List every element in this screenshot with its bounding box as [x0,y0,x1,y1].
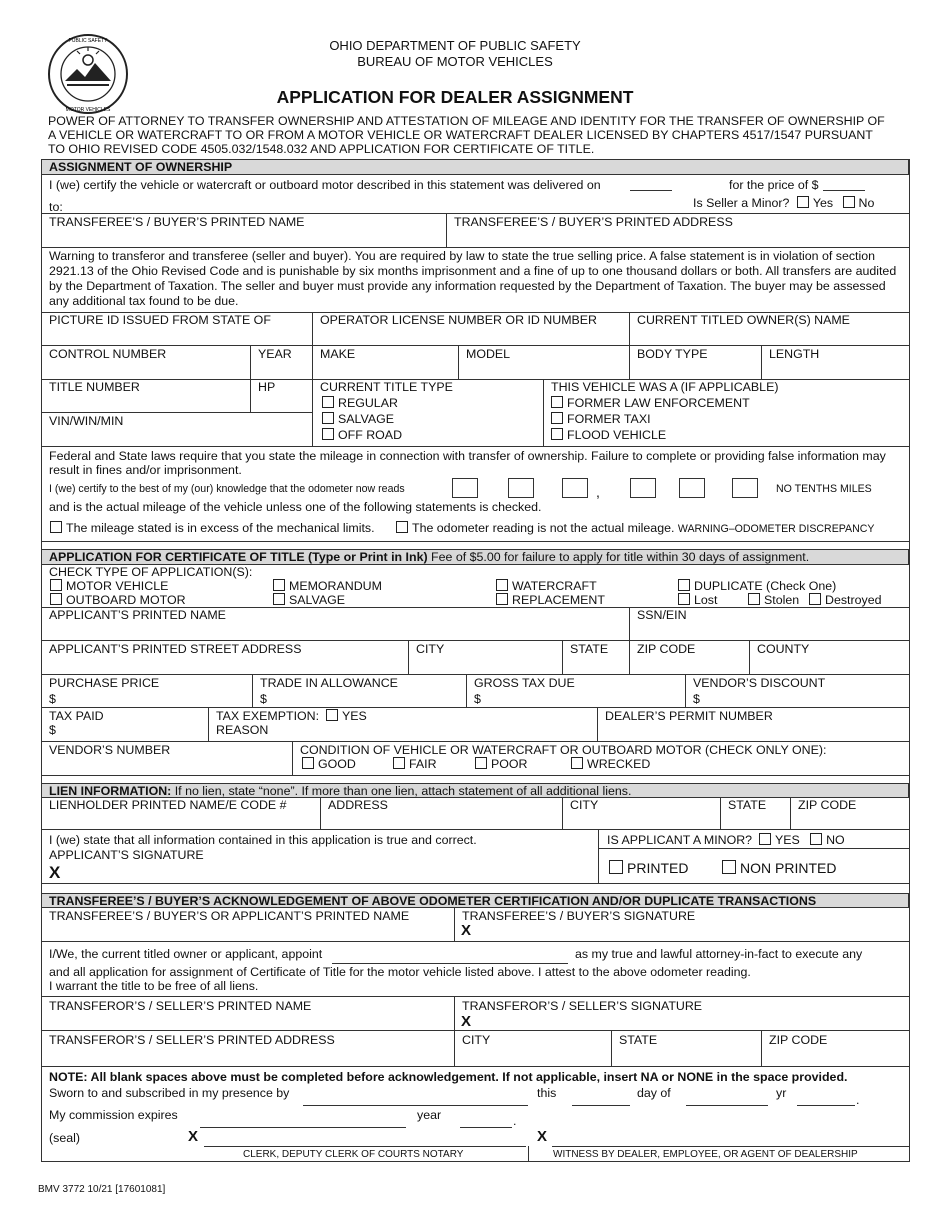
destroyed-checkbox[interactable] [809,593,821,605]
notary-signature-line [204,1146,526,1147]
length-label: LENGTH [769,347,820,361]
ack-buyer-signature-label: TRANSFEREE’S / BUYER’S SIGNATURE [462,909,696,923]
fair-option: FAIR [393,757,437,771]
applicant-minor-yes-checkbox[interactable] [759,833,771,845]
yr-label: yr [776,1086,787,1100]
to-label: to: [49,200,63,214]
lien-state-label: STATE [728,798,767,812]
street-address-label: APPLICANT’S PRINTED STREET ADDRESS [49,642,302,656]
picture-id-label: PICTURE ID ISSUED FROM STATE OF [49,313,271,327]
hp-label: HP [258,380,276,394]
salvage-app-checkbox[interactable] [273,593,285,605]
year-label: YEAR [258,347,292,361]
odometer-digit-5[interactable] [679,478,705,498]
day-of-label: day of [637,1086,671,1100]
make-label: MAKE [320,347,356,361]
outboard-motor-option: OUTBOARD MOTOR [50,593,186,607]
odometer-certify: I (we) certify to the best of my (our) knowledge that the odometer now reads [49,483,405,495]
condition-label: CONDITION OF VEHICLE OR WATERCRAFT OR OUTBOARD MOTOR (CHECK ONLY ONE): [300,743,827,757]
lost-option: Lost [678,593,717,607]
salvage-checkbox[interactable] [322,412,334,424]
blank-spaces-note: NOTE: All blank spaces above must be completed before acknowledgement. If not applicable, insert NA or NONE in the space provided. [49,1070,848,1084]
warrant-statement: I warrant the title to be free of all liens. [49,979,259,993]
ack-buyer-name-label: TRANSFEREE’S / BUYER’S OR APPLICANT’S PRINTED NAME [49,909,410,923]
actual-mileage-statement: and is the actual mileage of the vehicle unless one of the following statements is checked. [49,500,542,514]
ack-heading: TRANSFEREE’S / BUYER’S ACKNOWLEDGEMENT OF ABOVE ODOMETER CERTIFICATION AND/OR DUPLICATE TRANSACTIONS [49,894,817,908]
commission-year-field[interactable] [460,1127,512,1128]
reason-label: REASON [216,723,269,737]
applicant-signature-label: APPLICANT’S SIGNATURE [49,848,204,862]
trade-in-label: TRADE IN ALLOWANCE [260,676,398,690]
buyer-name-label: TRANSFEREE’S / BUYER’S PRINTED NAME [49,215,305,229]
seller-name-label: TRANSFEROR’S / SELLER’S PRINTED NAME [49,999,312,1013]
body-type-label: BODY TYPE [637,347,708,361]
non-printed-checkbox[interactable] [722,860,736,874]
vendor-discount-label: VENDOR’S DISCOUNT [693,676,826,690]
clerk-caption: CLERK, DEPUTY CLERK OF COURTS NOTARY [243,1149,464,1160]
replacement-checkbox[interactable] [496,593,508,605]
watercraft-checkbox[interactable] [496,579,508,591]
seal-label: (seal) [49,1131,80,1145]
replacement-option: REPLACEMENT [496,593,605,607]
vin-label: VIN/WIN/MIN [49,414,124,428]
purchase-price-dollar: $ [49,692,56,706]
motor-vehicle-option: MOTOR VEHICLE [50,579,168,593]
attorney-in-fact-field[interactable] [332,963,568,964]
poor-option: POOR [475,757,528,771]
memorandum-option: MEMORANDUM [273,579,382,593]
trade-in-dollar: $ [260,692,267,706]
svg-text:PUBLIC SAFETY: PUBLIC SAFETY [68,38,108,44]
vendor-number-label: VENDOR’S NUMBER [49,743,171,757]
this-label: this [537,1086,557,1100]
witness-signature-x[interactable]: X [537,1128,548,1145]
applicant-minor-question: IS APPLICANT A MINOR? YES NO [607,833,845,847]
lien-city-label: CITY [570,798,599,812]
odometer-digit-1[interactable] [452,478,478,498]
non-printed-option: NON PRINTED [722,860,836,875]
witness-caption: WITNESS BY DEALER, EMPLOYEE, OR AGENT OF DEALERSHIP [553,1149,858,1160]
true-correct-statement: I (we) state that all information contained in this application is true and correct. [49,833,477,847]
former-taxi-option: FORMER TAXI [551,412,651,426]
flood-checkbox[interactable] [551,428,563,440]
warning-line-2: 2921.13 of the Ohio Revised Code and is punishable by six months imprisonment and a fine of up to one thousand dollars or both. All transfers are audited [49,264,897,278]
check-type-label: CHECK TYPE OF APPLICATION(S): [49,565,253,579]
odometer-digit-6[interactable] [732,478,758,498]
former-law-checkbox[interactable] [551,396,563,408]
destroyed-option: Destroyed [809,593,881,607]
memorandum-checkbox[interactable] [273,579,285,591]
appoint-statement: I/We, the current titled owner or applicant, appoint [49,947,323,961]
month-field[interactable] [686,1105,768,1106]
price-field[interactable] [823,190,865,191]
odometer-comma: , [596,484,600,500]
commission-period: . [513,1114,517,1128]
former-taxi-checkbox[interactable] [551,412,563,424]
commission-label: My commission expires [49,1108,178,1122]
applicant-minor-no-checkbox[interactable] [810,833,822,845]
dept-name: OHIO DEPARTMENT OF PUBLIC SAFETY [329,38,581,53]
tax-exemption-yes-checkbox[interactable] [326,709,338,721]
seller-signature-label: TRANSFEROR’S / SELLER’S SIGNATURE [462,999,703,1013]
warning-line-3: by the Department of Taxation. The seller and buyer must provide any information requested by the Department of Taxation. The buyer may be assessed [49,279,886,293]
seller-city-label: CITY [462,1033,491,1047]
applicant-signature-x[interactable]: X [49,863,61,882]
sworn-label: Sworn to and subscribed in my presence by [49,1086,290,1100]
seller-minor-yes-checkbox[interactable] [797,196,809,208]
yr-period: . [856,1093,860,1107]
wrecked-option: WRECKED [571,757,650,771]
intro-line-1: POWER OF ATTORNEY TO TRANSFER OWNERSHIP AND ATTESTATION OF MILEAGE AND IDENTITY FOR THE TRANSFER OF OWNERSHIP OF [48,114,885,128]
seller-address-label: TRANSFEROR’S / SELLER’S PRINTED ADDRESS [49,1033,335,1047]
lost-checkbox[interactable] [678,593,690,605]
form-id: BMV 3772 10/21 [17601081] [38,1184,166,1195]
intro-line-3: TO OHIO REVISED CODE 4505.032/1548.032 AND APPLICATION FOR CERTIFICATE OF TITLE. [48,142,595,156]
zip-label: ZIP CODE [637,642,696,656]
lienholder-label: LIENHOLDER PRINTED NAME/E CODE # [49,798,287,812]
tax-exemption-label: TAX EXEMPTION: YES [216,709,367,723]
delivered-statement: I (we) certify the vehicle or watercraft or outboard motor described in this statement was delivered on [49,178,601,192]
control-number-label: CONTROL NUMBER [49,347,167,361]
seller-signature-x[interactable]: X [461,1013,472,1030]
stolen-checkbox[interactable] [748,593,760,605]
applicant-name-label: APPLICANT’S PRINTED NAME [49,608,226,622]
current-owner-label: CURRENT TITLED OWNER(S) NAME [637,313,850,327]
dealer-permit-label: DEALER’S PERMIT NUMBER [605,709,773,723]
stolen-option: Stolen [748,593,799,607]
warning-line-4: any additional tax found to be due. [49,294,239,308]
vehicle-was-label: THIS VEHICLE WAS A (IF APPLICABLE) [551,380,779,394]
price-label: for the price of $ [729,178,819,192]
commission-field[interactable] [200,1127,406,1128]
poor-checkbox[interactable] [475,757,487,769]
gross-tax-label: GROSS TAX DUE [474,676,575,690]
assignment-heading: ASSIGNMENT OF OWNERSHIP [49,160,233,174]
no-tenths-label: NO TENTHS MILES [776,483,872,495]
form-title: APPLICATION FOR DEALER ASSIGNMENT [276,87,634,107]
seller-minor-question: Is Seller a Minor? Yes No [693,196,875,210]
city-label: CITY [416,642,445,656]
witness-signature-line [552,1146,909,1147]
intro-line-2: A VEHICLE OR WATERCRAFT TO OR FROM A MOTOR VEHICLE OR WATERCRAFT DEALER LICENSED BY CHAPTERS 4517/1547 PURSUANT [48,128,873,142]
title-number-label: TITLE NUMBER [49,380,140,394]
seller-minor-no-checkbox[interactable] [843,196,855,208]
printed-option: PRINTED [609,860,688,875]
model-label: MODEL [466,347,511,361]
regular-checkbox[interactable] [322,396,334,408]
warning-line-1: Warning to transferor and transferee (seller and buyer). You are required by law to state the true selling price. A false statement is in violation of section [49,249,876,263]
duplicate-option: DUPLICATE (Check One) [678,579,836,593]
not-actual-checkbox[interactable] [396,521,408,533]
bureau-name: BUREAU OF MOTOR VEHICLES [357,54,553,69]
sworn-by-field[interactable] [303,1105,528,1106]
odometer-digit-2[interactable] [508,478,534,498]
buyer-address-label: TRANSFEREE’S / BUYER’S PRINTED ADDRESS [454,215,733,229]
application-heading: APPLICATION FOR CERTIFICATE OF TITLE (Type or Print in Ink) Fee of $5.00 for failure to apply for title within 30 days of assignment. [49,550,810,564]
seller-state-label: STATE [619,1033,658,1047]
state-label: STATE [570,642,609,656]
ack-buyer-signature-x[interactable]: X [461,922,472,939]
day-field[interactable] [572,1105,630,1106]
title-type-off-road: OFF ROAD [322,428,402,442]
duplicate-checkbox[interactable] [678,579,690,591]
ssn-label: SSN/EIN [637,608,687,622]
seller-zip-label: ZIP CODE [769,1033,828,1047]
operator-license-label: OPERATOR LICENSE NUMBER OR ID NUMBER [320,313,597,327]
lien-address-label: ADDRESS [328,798,388,812]
odometer-law-1: Federal and State laws require that you state the mileage in connection with transfer of ownership. Failure to complete or providing false information may [49,449,886,463]
notary-signature-x[interactable]: X [188,1128,199,1145]
motor-vehicle-checkbox[interactable] [50,579,62,591]
county-label: COUNTY [757,642,810,656]
not-actual-option: The odometer reading is not the actual mileage. WARNING–ODOMETER DISCREPANCY [396,521,874,536]
off-road-checkbox[interactable] [322,428,334,440]
odometer-digit-4[interactable] [630,478,656,498]
purchase-price-label: PURCHASE PRICE [49,676,160,690]
svg-text:MOTOR VEHICLES: MOTOR VEHICLES [65,107,111,113]
title-type-salvage: SALVAGE [322,412,394,426]
attest-statement: and all application for assignment of Certificate of Title for the motor vehicle listed above. I attest to the above odometer reading. [49,965,751,979]
printed-checkbox[interactable] [609,860,623,874]
delivered-date-field[interactable] [630,190,672,191]
attorney-statement: as my true and lawful attorney-in-fact to execute any [575,947,863,961]
fair-checkbox[interactable] [393,757,405,769]
tax-paid-label: TAX PAID [49,709,104,723]
outboard-motor-checkbox[interactable] [50,593,62,605]
vendor-discount-dollar: $ [693,692,700,706]
odometer-law-2: result in fines and/or imprisonment. [49,463,242,477]
good-option: GOOD [302,757,356,771]
watercraft-option: WATERCRAFT [496,579,597,593]
odometer-digit-3[interactable] [562,478,588,498]
lien-heading: LIEN INFORMATION: If no lien, state “none”. If more than one lien, attach statement of all additional liens. [49,784,632,798]
excess-mileage-option: The mileage stated is in excess of the mechanical limits. [50,521,375,535]
wrecked-checkbox[interactable] [571,757,583,769]
tax-paid-dollar: $ [49,723,56,737]
excess-mileage-checkbox[interactable] [50,521,62,533]
gross-tax-dollar: $ [474,692,481,706]
flood-option: FLOOD VEHICLE [551,428,666,442]
lien-zip-label: ZIP CODE [798,798,857,812]
current-title-type-label: CURRENT TITLE TYPE [320,380,453,394]
salvage-app-option: SALVAGE [273,593,345,607]
former-law-option: FORMER LAW ENFORCEMENT [551,396,750,410]
good-checkbox[interactable] [302,757,314,769]
commission-year-label: year [417,1108,442,1122]
title-type-regular: REGULAR [322,396,398,410]
yr-field[interactable] [797,1105,855,1106]
